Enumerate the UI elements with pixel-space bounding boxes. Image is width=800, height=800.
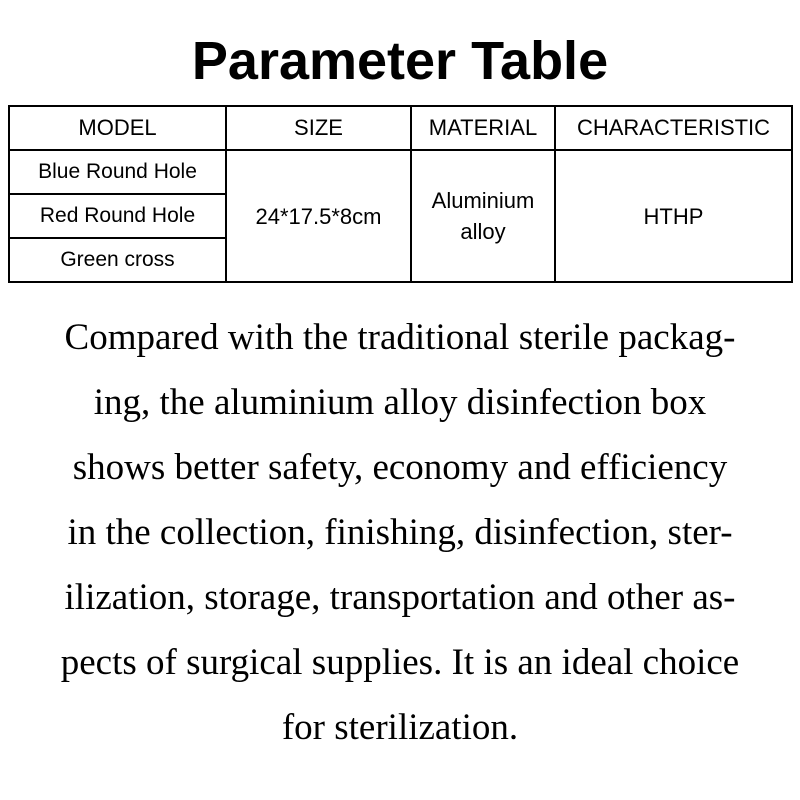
material-line: alloy [460,219,506,244]
description-line: ing, the aluminium alloy disinfection box [93,382,707,423]
size-cell: 24*17.5*8cm [226,150,411,282]
material-cell [411,150,555,282]
header-characteristic: CHARACTERISTIC [555,106,792,150]
table-row [9,150,792,194]
table-header-row [9,106,792,150]
model-cell: Red Round Hole [9,194,226,238]
header-material: MATERIAL [411,106,555,150]
description-paragraph [18,305,782,760]
model-cell: Blue Round Hole [9,150,226,194]
description-line: shows better safety, economy and efficiency [72,447,728,488]
model-cell: Green cross [9,238,226,282]
parameter-table [8,105,793,283]
description-line: Compared with the traditional sterile packag- [64,317,736,358]
description-line: ilization, storage, transportation and other as- [64,577,736,618]
description-line: pects of surgical supplies. It is an ideal choice [60,642,740,683]
page-title: Parameter Table [191,31,609,91]
description-line: for sterilization. [281,707,519,748]
header-size: SIZE [226,106,411,150]
material-line: Aluminium [431,188,535,213]
description-line: in the collection, finishing, disinfection, ster- [67,512,733,553]
header-model: MODEL [9,106,226,150]
characteristic-cell: HTHP [555,150,792,282]
